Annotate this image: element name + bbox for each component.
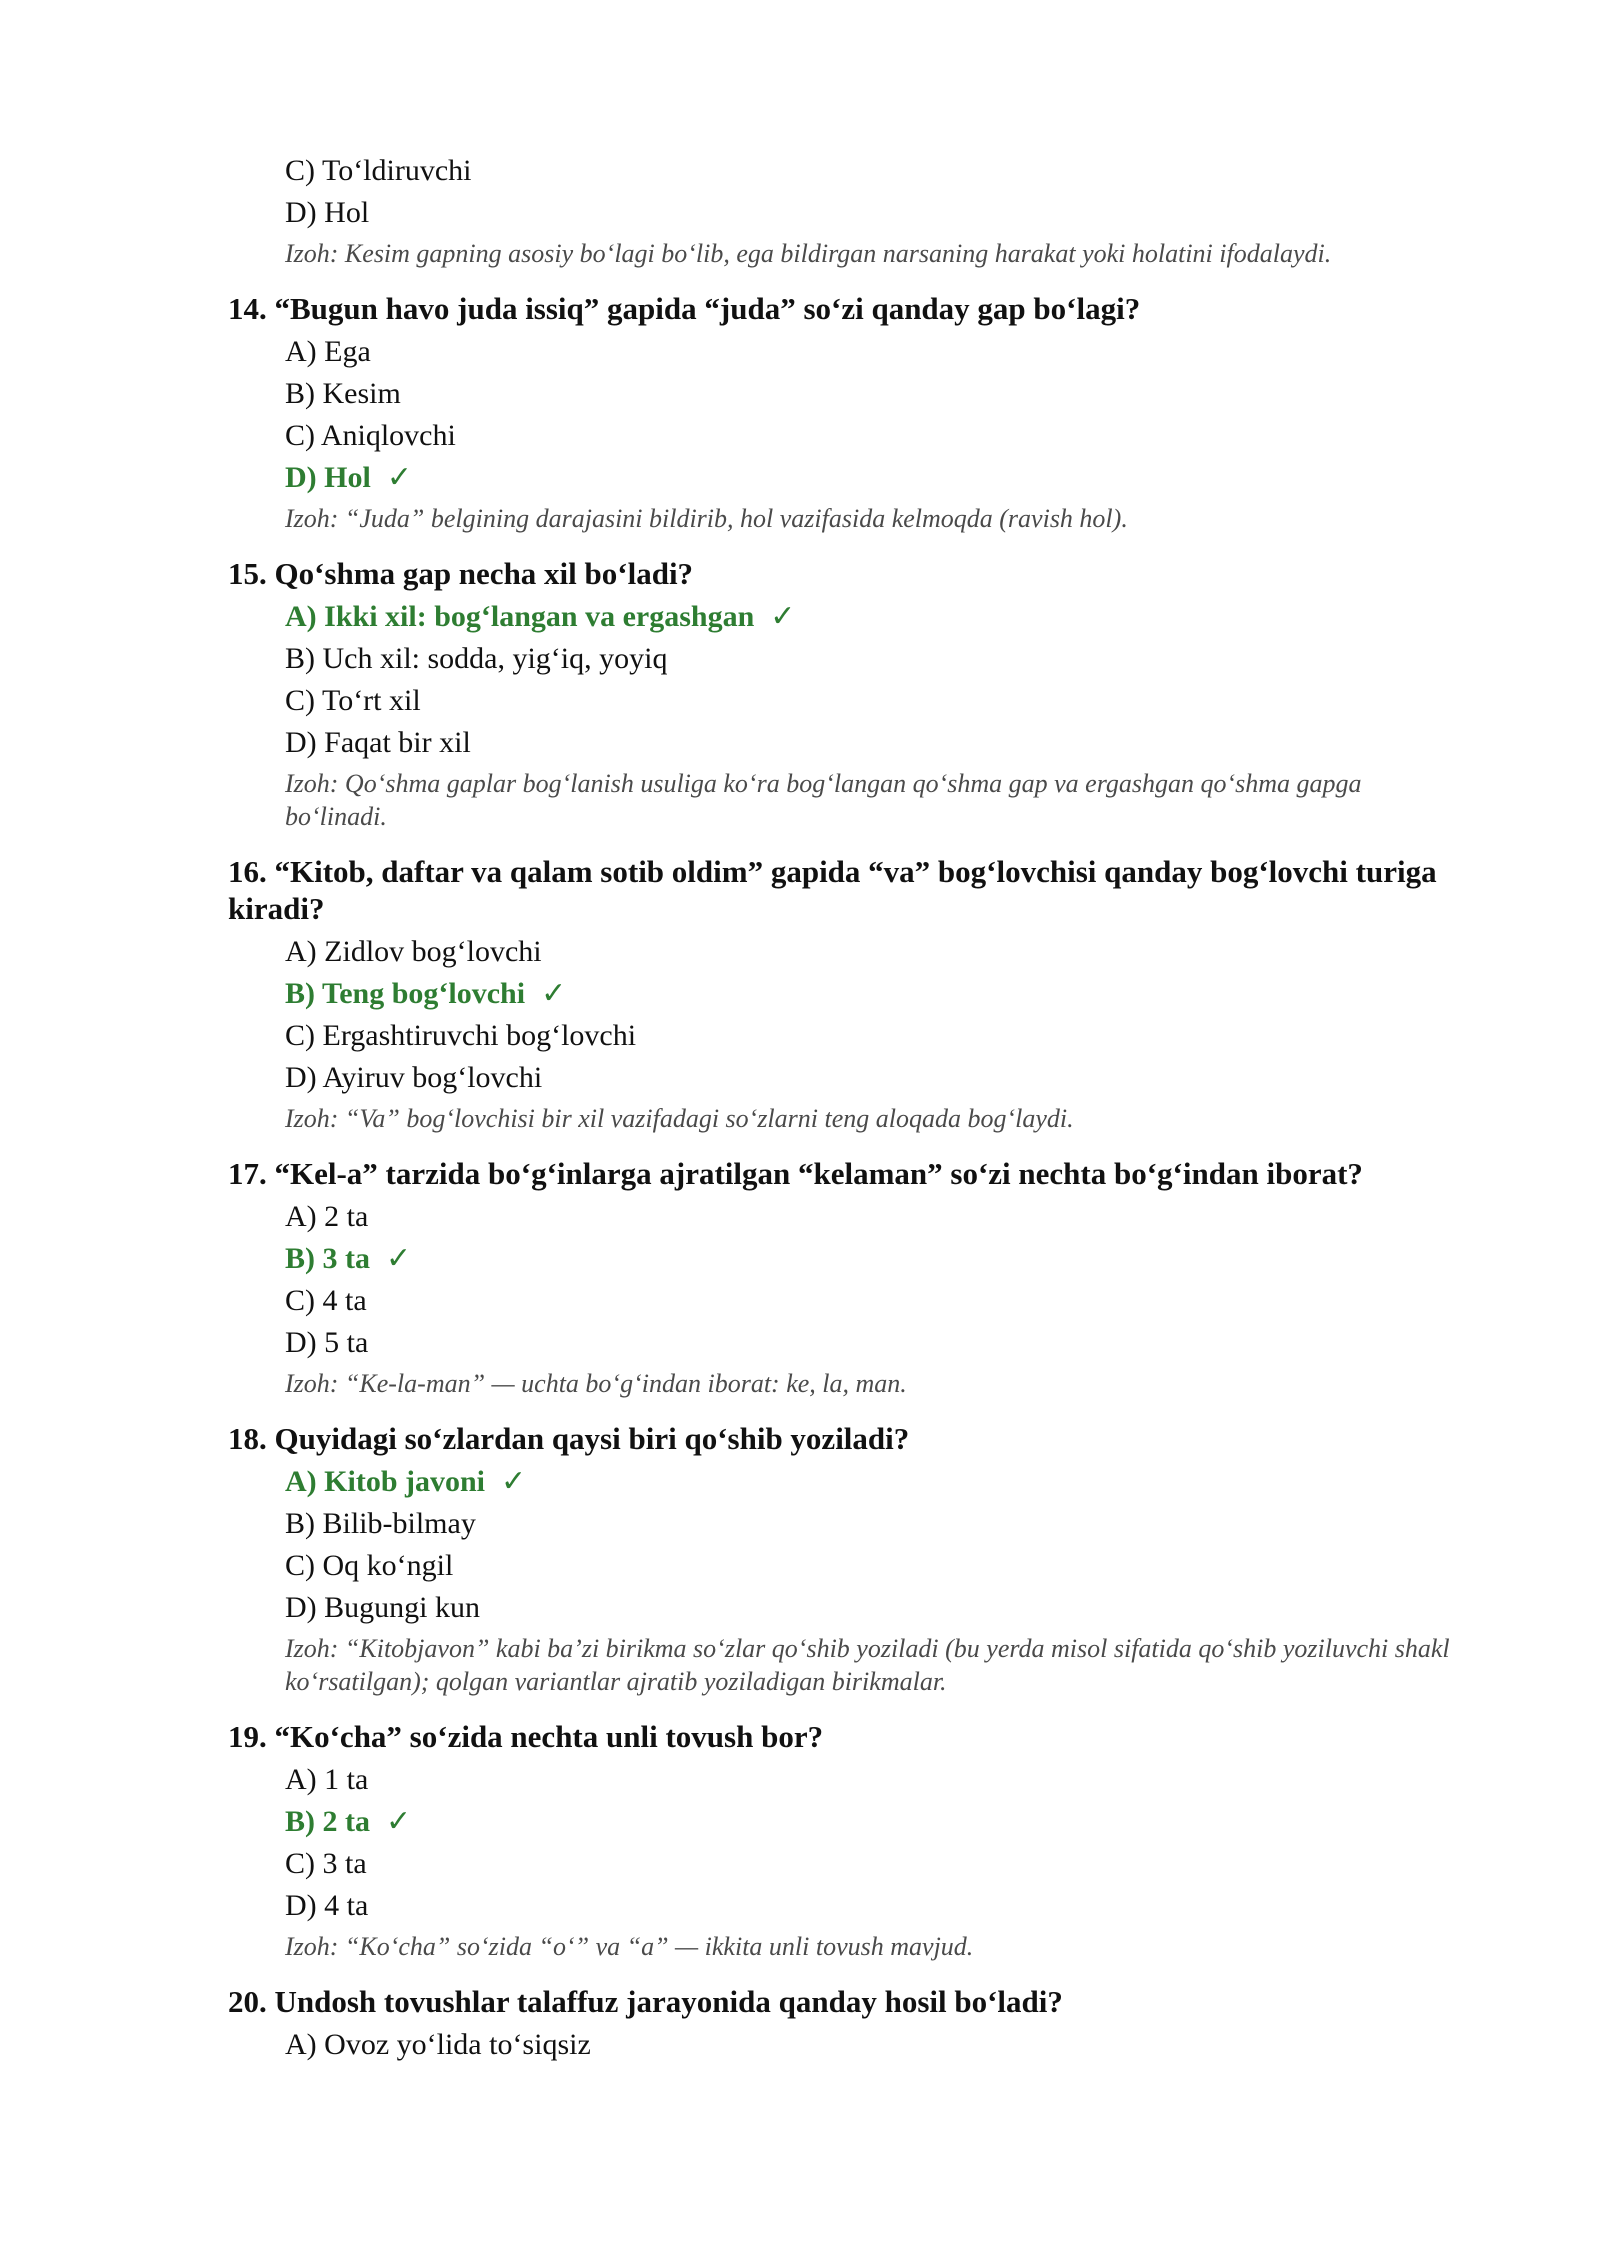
check-icon: ✓ [770,600,796,633]
option-text: C) Ergashtiruvchi bog‘lovchi [285,1019,637,1052]
answer-option [285,1015,1468,1057]
option-text: A) 2 ta [285,1200,369,1233]
answer-option [285,1057,1468,1099]
option-text: C) Oq ko‘ngil [285,1549,454,1582]
check-icon: ✓ [386,461,412,494]
option-text: B) Kesim [285,377,401,410]
answer-option [285,1280,1468,1322]
answer-option [285,722,1468,764]
question-block [228,1718,1468,1963]
option-text: A) 1 ta [285,1763,369,1796]
question-title: 17. “Kel-a” tarzida bo‘g‘inlarga ajratilgan “kelaman” so‘zi nechta bo‘g‘indan iborat? [228,1156,1363,1191]
question-title: 15. Qo‘shma gap necha xil bo‘ladi? [228,556,694,591]
answer-option [285,1545,1468,1587]
answer-option [285,638,1468,680]
answer-option-correct [285,1801,1468,1843]
option-text: D) 5 ta [285,1326,369,1359]
answer-option [285,1196,1468,1238]
answer-option-correct [285,457,1468,499]
answer-option-correct [285,973,1468,1015]
option-text: C) To‘rt xil [285,684,421,717]
option-text: A) Zidlov bog‘lovchi [285,935,542,968]
check-icon: ✓ [541,977,567,1010]
option-text: A) Ega [285,335,371,368]
explanation-note: Izoh: “Kitobjavon” kabi ba’zi birikma so‘zlar qo‘shib yoziladi (bu yerda misol sifatida qo‘shib yoziluvchi shakl ko‘rsatilgan); qolgan variantlar ajratib yoziladigan birikmalar. [285,1634,1450,1696]
explanation-note: Izoh: “Ke-la-man” — uchta bo‘g‘indan iborat: ke, la, man. [285,1369,907,1398]
explanation-note: Izoh: “Juda” belgining darajasini bildirib, hol vazifasida kelmoqda (ravish hol). [285,504,1128,533]
option-text: D) Hol [285,461,371,494]
check-icon: ✓ [386,1805,412,1838]
option-text: B) 3 ta [285,1242,370,1275]
explanation-note: Izoh: Kesim gapning asosiy bo‘lagi bo‘lib, ega bildirgan narsaning harakat yoki holatini ifodalaydi. [285,239,1332,268]
check-icon: ✓ [386,1242,412,1275]
option-text: C) To‘ldiruvchi [285,154,472,187]
answer-option [285,680,1468,722]
option-text: B) 2 ta [285,1805,370,1838]
answer-option [285,1843,1468,1885]
question-title: 14. “Bugun havo juda issiq” gapida “juda” so‘zi qanday gap bo‘lagi? [228,291,1141,326]
option-text: B) Teng bog‘lovchi [285,977,526,1010]
option-text: B) Bilib-bilmay [285,1507,476,1540]
question-title: 19. “Ko‘cha” so‘zida nechta unli tovush bor? [228,1719,824,1754]
option-text: A) Ovoz yo‘lida to‘siqsiz [285,2028,591,2061]
question-block [228,555,1468,833]
option-text: C) 4 ta [285,1284,367,1317]
question-continued [228,150,1468,270]
answer-option [285,1759,1468,1801]
question-block [228,853,1468,1135]
question-title: 16. “Kitob, daftar va qalam sotib oldim” gapida “va” bog‘lovchisi qanday bog‘lovchi turiga kiradi? [228,854,1437,926]
answer-option [285,1885,1468,1927]
option-text: D) Hol [285,196,370,229]
answer-option [285,192,1468,234]
answer-option [285,2024,1468,2066]
question-block [228,1983,1468,2066]
question-title: 18. Quyidagi so‘zlardan qaysi biri qo‘shib yoziladi? [228,1421,910,1456]
answer-option [285,1503,1468,1545]
answer-option [285,373,1468,415]
answer-option-correct [285,1238,1468,1280]
answer-option [285,415,1468,457]
option-text: D) 4 ta [285,1889,369,1922]
explanation-note: Izoh: Qo‘shma gaplar bog‘lanish usuliga ko‘ra bog‘langan qo‘shma gap va ergashgan qo‘shma gapga bo‘linadi. [285,769,1362,831]
option-text: B) Uch xil: sodda, yig‘iq, yoyiq [285,642,668,675]
answer-option [285,150,1468,192]
answer-option [285,931,1468,973]
option-text: D) Ayiruv bog‘lovchi [285,1061,543,1094]
answer-option [285,1322,1468,1364]
answer-option-correct [285,596,1468,638]
option-text: A) Ikki xil: bog‘langan va ergashgan [285,600,755,633]
question-list [228,290,1468,2066]
question-block [228,290,1468,535]
question-block [228,1155,1468,1400]
option-text: C) Aniqlovchi [285,419,456,452]
explanation-note: Izoh: “Va” bog‘lovchisi bir xil vazifadagi so‘zlarni teng aloqada bog‘laydi. [285,1104,1074,1133]
option-text: C) 3 ta [285,1847,367,1880]
option-text: D) Faqat bir xil [285,726,471,759]
answer-option-correct [285,1461,1468,1503]
answer-option [285,331,1468,373]
explanation-note: Izoh: “Ko‘cha” so‘zida “o‘” va “a” — ikkita unli tovush mavjud. [285,1932,974,1961]
option-text: D) Bugungi kun [285,1591,480,1624]
answer-option [285,1587,1468,1629]
question-title: 20. Undosh tovushlar talaffuz jarayonida qanday hosil bo‘ladi? [228,1984,1063,2019]
check-icon: ✓ [501,1465,527,1498]
option-text: A) Kitob javoni [285,1465,486,1498]
quiz-content [228,150,1468,2066]
question-block [228,1420,1468,1698]
